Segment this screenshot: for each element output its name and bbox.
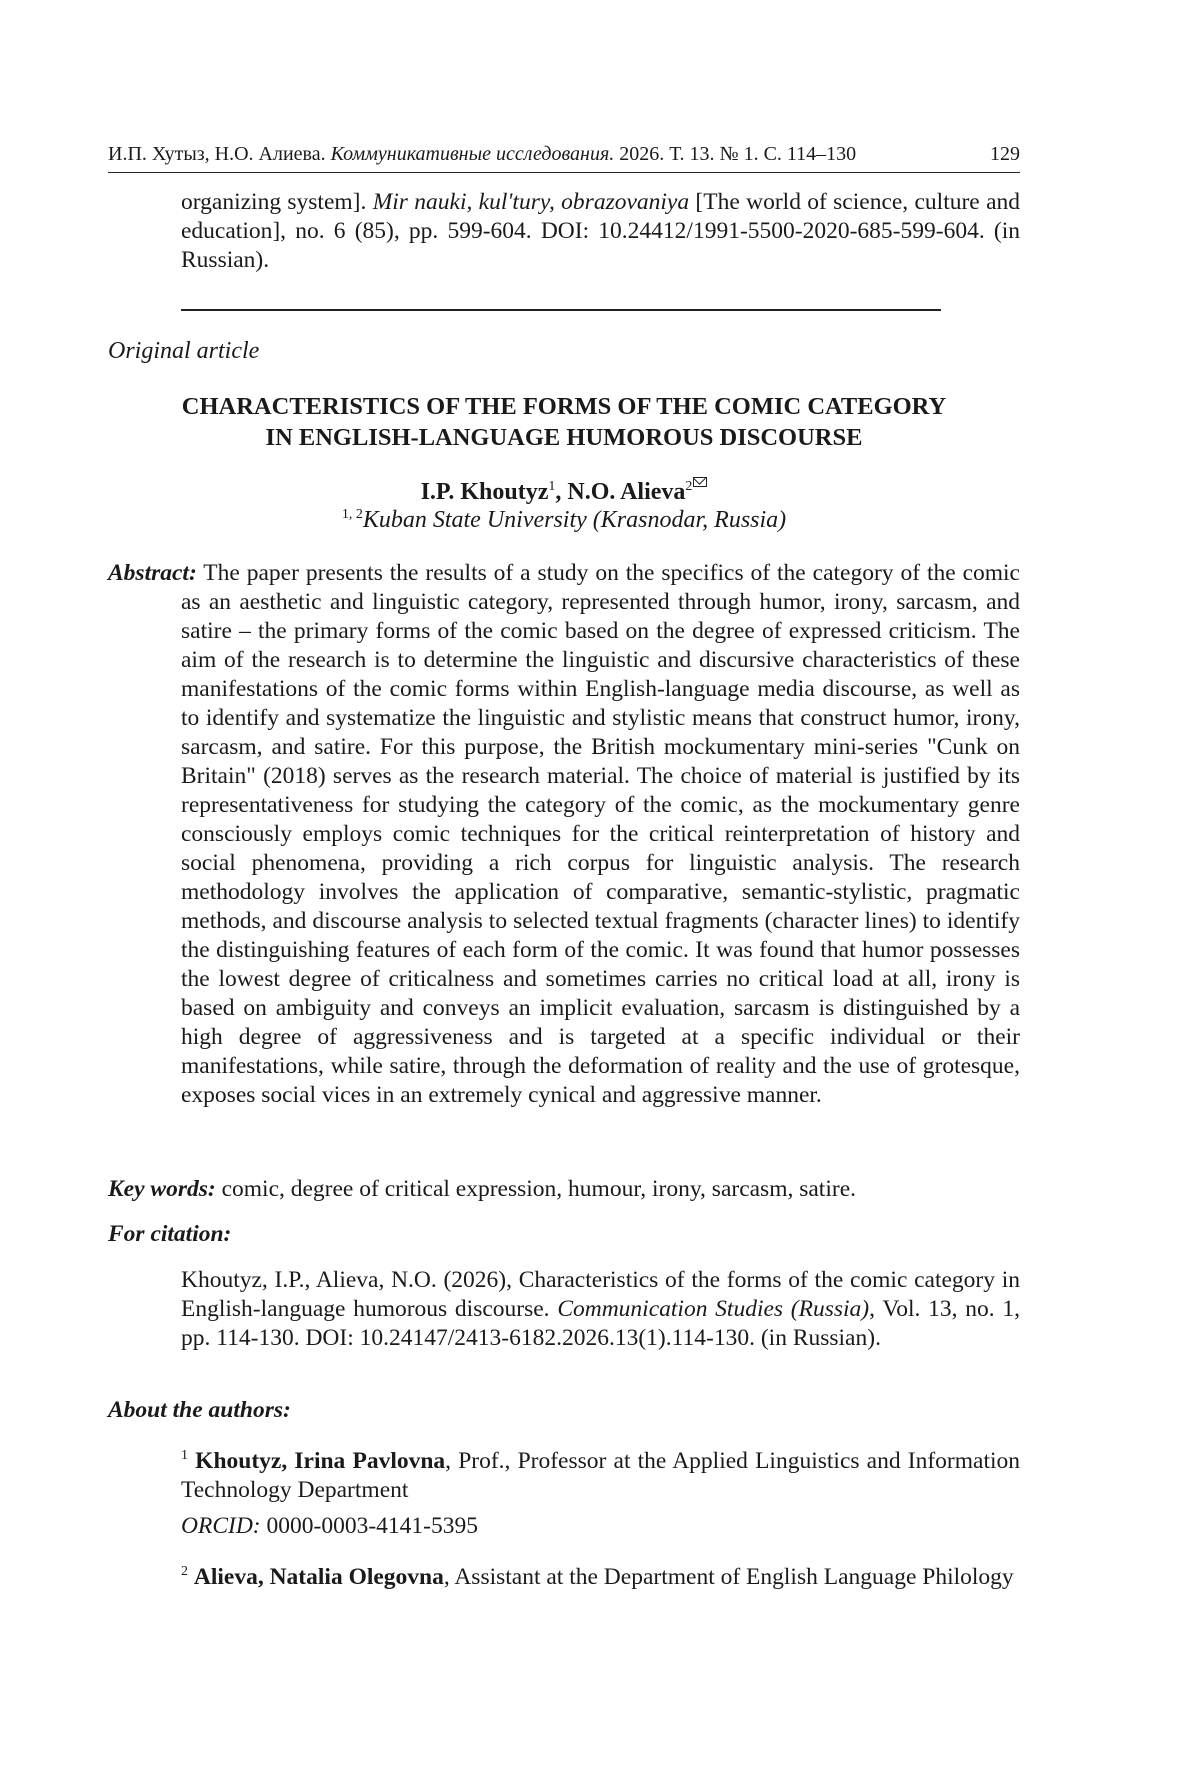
running-head-journal: Коммуникативные исследования. (330, 143, 615, 165)
running-head (108, 142, 1020, 166)
keywords (108, 1175, 1020, 1204)
author-2-sup: 2 (685, 479, 693, 494)
author-1-sup: 1 (548, 479, 556, 494)
section-separator (181, 309, 941, 311)
author-1-name: I.P. Khoutyz (420, 479, 549, 505)
affiliation (108, 507, 1020, 534)
title-line-2: IN ENGLISH-LANGUAGE HUMOROUS DISCOURSE (265, 424, 863, 451)
reference-continuation (181, 188, 1020, 275)
reference-pre: organizing system]. (181, 189, 373, 215)
about-authors-label: About the authors: (108, 1397, 291, 1423)
citation-post: , Vol. 13, no. 1, pp. 114-130. DOI: 10.24147/2413-6182.2026.13(1).114-130. (in Russian). (181, 1296, 1021, 1351)
orcid (181, 1512, 1020, 1541)
header-rule (108, 172, 1020, 173)
running-head-issue: 2026. Т. 13. № 1. С. 114–130 (619, 143, 857, 165)
orcid-value[interactable]: 0000-0003-4141-5395 (260, 1513, 478, 1539)
keywords-label: Key words: (108, 1176, 216, 1202)
author-2-bio-sup: 2 (181, 1564, 188, 1579)
reference-journal: Mir nauki, kul'tury, obrazovaniya (372, 189, 690, 215)
author-line (108, 477, 1020, 506)
author-1-bio-sup: 1 (181, 1448, 188, 1463)
abstract-text: The paper presents the results of a study on the specifics of the category of the comic as an aesthetic and linguistic category, represented through humor, irony, sarcasm, and satire – the primary forms of the comic based on the degree of expressed criticism. The aim of the research is to determine the linguistic and discursive characteristics of these manifestations of the comic forms within English-language media discourse, as well as to identify and systematize the linguistic and stylistic means that construct humor, irony, sarcasm, and satire. For this purpose, the British mockumentary mini-series "Cunk on Britain" (2018) serves as the research material. The choice of material is justified by its representativeness for studying the category of the comic, as the mockumentary genre consciously employs comic techniques for the critical reinterpretation of history and social phenomena, providing a rich corpus for linguistic analysis. The research methodology involves the application of comparative, semantic-stylistic, pragmatic methods, and discourse analysis to selected textual fragments (character lines) to identify the distinguishing features of each form of the comic. It was found that humor possesses the lowest degree of criticalness and sometimes carries no critical load at all, irony is based on ambiguity and conveys an implicit evaluation, sarcasm is distinguished by a high degree of aggressiveness and is targeted at a specific individual or their manifestations, while satire, through the deformation of reality and the use of grotesque, exposes social vices in an extremely cynical and aggressive manner. (181, 560, 1020, 1108)
citation (181, 1266, 1020, 1353)
author-2-full-name: Alieva, Natalia Olegovna (193, 1563, 444, 1590)
affiliation-sup: 1, 2 (341, 507, 363, 522)
abstract (108, 559, 1020, 1110)
page-number: 129 (990, 143, 1020, 165)
citation-journal: Communication Studies (Russia) (557, 1296, 870, 1322)
keywords-text: comic, degree of critical expression, humour, irony, sarcasm, satire. (221, 1176, 856, 1202)
citation-pre: Khoutyz, I.P., Alieva, N.O. (2026), Characteristics of the forms of the comic category in English-language humorous discourse. (181, 1267, 1020, 1322)
affiliation-text: Kuban State University (Krasnodar, Russia) (362, 507, 787, 533)
author-2-description: , Assistant at the Department of English Language Philology (443, 1563, 1014, 1590)
running-head-authors: И.П. Хутыз, Н.О. Алиева. (108, 143, 326, 165)
author-2-name: N.O. Alieva (567, 479, 686, 505)
author-1-description: , Prof., Professor at the Applied Linguistics and Information Technology Department (181, 1447, 1021, 1503)
article-type: Original article (108, 338, 260, 364)
orcid-label: ORCID: (181, 1513, 261, 1539)
author-1-full-name: Khoutyz, Irina Pavlovna (195, 1447, 446, 1474)
author-2-bio (181, 1557, 1020, 1592)
author-1-bio (181, 1441, 1020, 1505)
citation-label: For citation: (108, 1221, 232, 1247)
title-line-1: CHARACTERISTICS OF THE FORMS OF THE COMIC CATEGORY (181, 393, 947, 420)
reference-post: [The world of science, culture and education], no. 6 (85), pp. 599-604. DOI: 10.24412/1991-5500-2020-685-599-604. (in Russian). (181, 189, 1020, 273)
running-head-citation (108, 142, 856, 166)
article-title (108, 391, 1020, 453)
abstract-label: Abstract: (108, 560, 197, 586)
author-separator: , (555, 479, 568, 505)
envelope-icon[interactable] (693, 477, 707, 487)
